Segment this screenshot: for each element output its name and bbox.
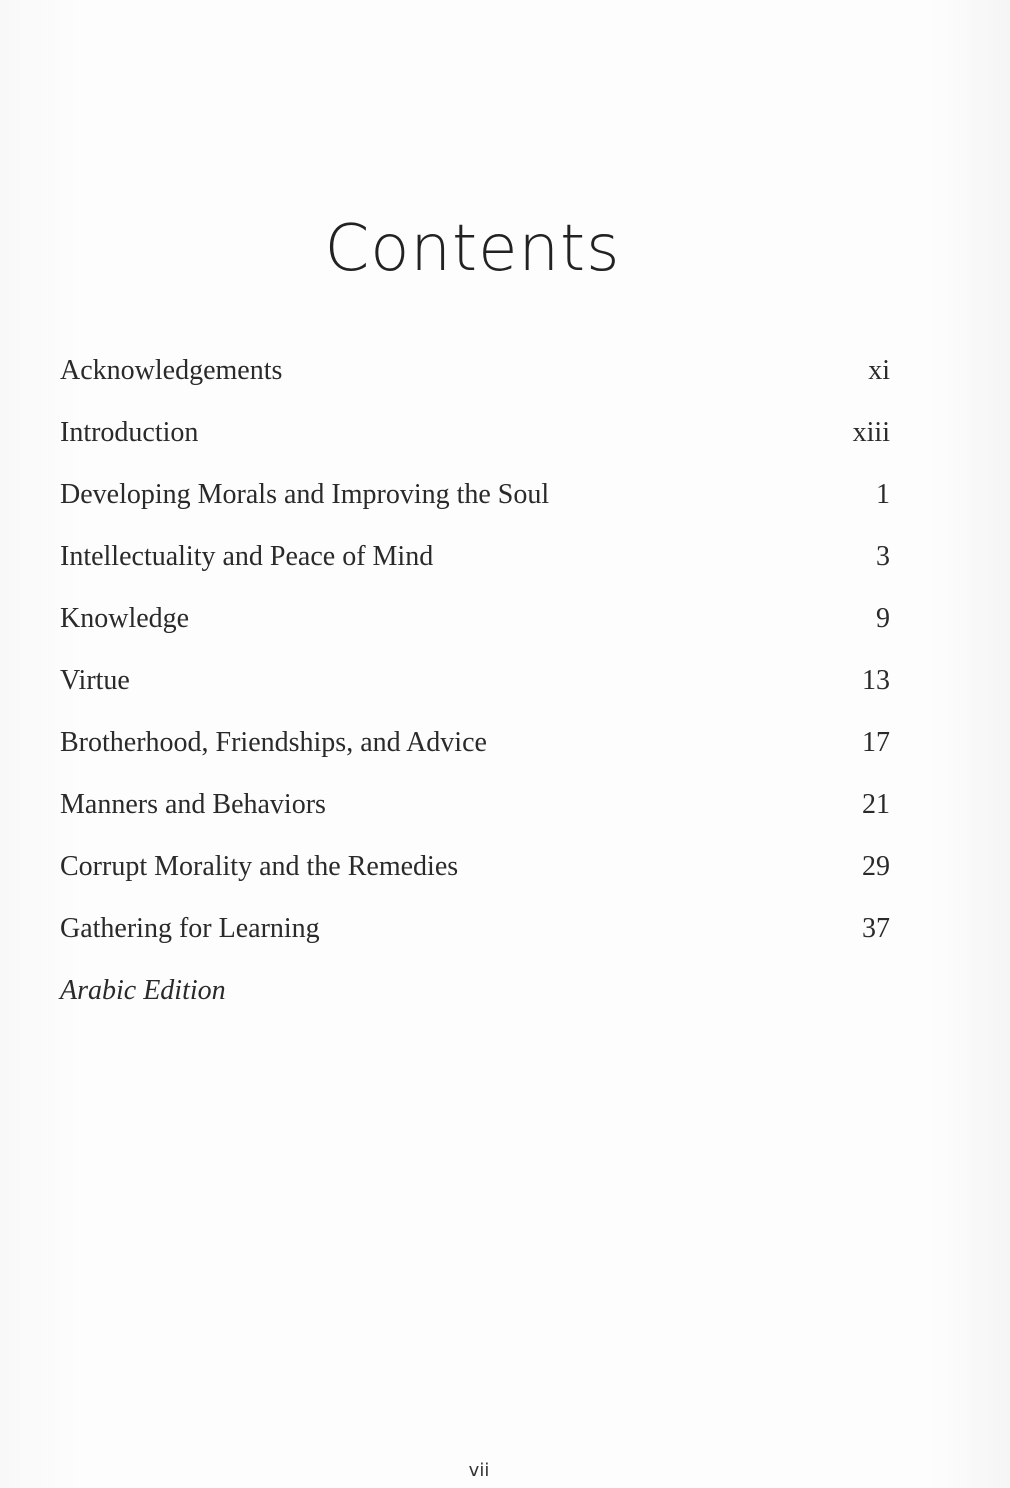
toc-entry-label: Arabic Edition	[60, 975, 226, 1006]
toc-entry-label: Gathering for Learning	[60, 913, 320, 944]
toc-entry-manners[interactable]	[60, 789, 890, 851]
toc-page-number: 29	[862, 851, 890, 882]
toc-entry-label: Intellectuality and Peace of Mind	[60, 541, 434, 572]
toc-entry-virtue[interactable]	[60, 665, 890, 727]
toc-entry-label: Corrupt Morality and the Remedies	[60, 851, 459, 882]
toc-entry-brotherhood[interactable]	[60, 727, 890, 789]
toc-entry-intellectuality[interactable]	[60, 541, 890, 603]
toc-page-number: xiii	[852, 417, 890, 448]
toc-entry-knowledge[interactable]	[60, 603, 890, 665]
table-of-contents	[60, 355, 890, 1037]
toc-entry-label: Knowledge	[60, 603, 190, 634]
toc-page-number: xi	[868, 355, 890, 386]
toc-entry-label: Developing Morals and Improving the Soul	[60, 479, 550, 510]
toc-entry-label: Manners and Behaviors	[60, 789, 326, 820]
toc-page-number: 21	[862, 789, 890, 820]
toc-entry-acknowledgements[interactable]	[60, 355, 890, 417]
toc-entry-introduction[interactable]	[60, 417, 890, 479]
toc-entry-label: Acknowledgements	[60, 355, 283, 386]
toc-entry-label: Virtue	[60, 665, 130, 696]
toc-entry-arabic-edition[interactable]	[60, 975, 890, 1037]
page-title: Contents	[324, 212, 621, 286]
toc-page-number: 1	[876, 479, 890, 510]
toc-entry-label: Brotherhood, Friendships, and Advice	[60, 727, 487, 758]
toc-entry-label: Introduction	[60, 417, 199, 448]
page-number-footer: vii	[468, 1460, 490, 1481]
toc-page-number: 17	[862, 727, 890, 758]
toc-entry-developing-morals[interactable]	[60, 479, 890, 541]
toc-entry-corrupt-morality[interactable]	[60, 851, 890, 913]
toc-page-number: 37	[862, 913, 890, 944]
toc-page-number: 13	[862, 665, 890, 696]
toc-page-number: 3	[876, 541, 890, 572]
toc-page-number: 9	[876, 603, 890, 634]
toc-entry-gathering[interactable]	[60, 913, 890, 975]
